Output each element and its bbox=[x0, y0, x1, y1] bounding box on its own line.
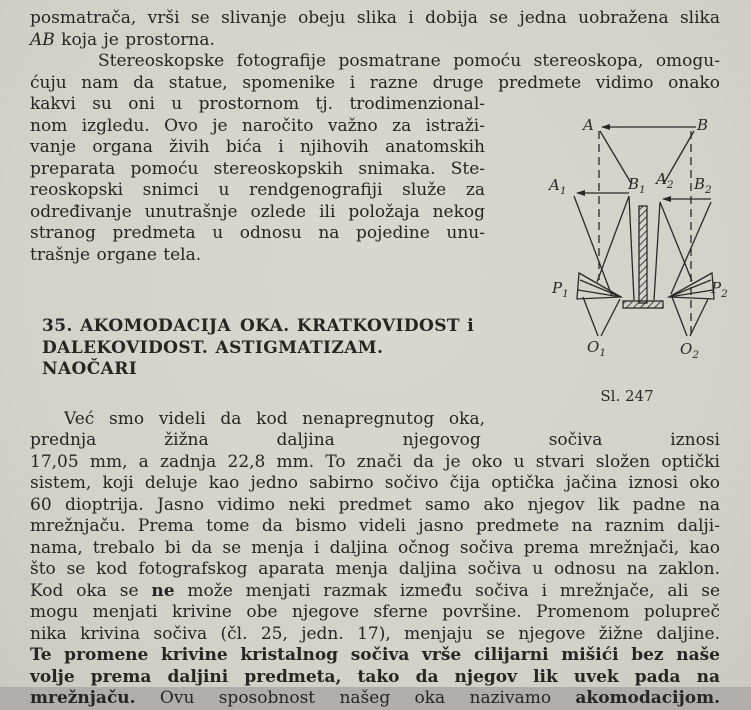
text-line: nika krivina sočiva (čl. 25, jedn. 17), menjaju se njegove žižne daljine. bbox=[30, 623, 720, 644]
bold-segment: ne bbox=[151, 580, 175, 601]
figure-label-b1: $B_1$ bbox=[628, 175, 646, 196]
text-line: određivanje unutrašnje ozlede ili položaja nekog bbox=[30, 201, 485, 222]
text-line: Stereoskopske fotografije posmatrane pomoću stereoskopa, omogu- bbox=[98, 51, 720, 71]
ray bbox=[629, 196, 634, 300]
figure-label-b: B bbox=[697, 116, 709, 134]
text-segment: Kod oka se bbox=[30, 580, 152, 601]
ray bbox=[672, 297, 687, 336]
section-heading-line-1: 35. AKOMODACIJA OKA. KRATKOVIDOST i bbox=[42, 316, 475, 336]
figure-label-b2: $B_2$ bbox=[694, 175, 712, 196]
text-line: posmatrača, vrši se slivanje obeju slika i dobija se jedna uobražena slika bbox=[30, 8, 720, 28]
figure-label-a2: $A_2$ bbox=[656, 170, 674, 191]
figure-label-a: A bbox=[583, 116, 594, 134]
text-line: vanje organa živih bića i njihovih anatomskih bbox=[30, 137, 485, 157]
ray bbox=[690, 299, 708, 336]
text-line: prednja žižna daljina njegovog sočiva iznosi bbox=[30, 430, 720, 450]
figure-label-p1: $P_1$ bbox=[552, 279, 569, 300]
ray bbox=[600, 131, 631, 183]
ray bbox=[654, 202, 660, 300]
text-line bbox=[30, 30, 720, 52]
figure-label-o1: $O_1$ bbox=[587, 338, 606, 359]
ray bbox=[660, 202, 692, 281]
text-line: mrežnjaču. Prema tome da bismo videli jasno predmete na raznim dalji- bbox=[30, 516, 720, 536]
bold-segment: akomodacijom. bbox=[575, 688, 720, 708]
bold-segment: mrežnjaču. bbox=[30, 688, 136, 708]
stereoscope-diagram bbox=[540, 108, 751, 410]
italic-ab: AB bbox=[30, 29, 55, 50]
text-line: što se kod fotografskog aparata menja daljina sočiva u odnosu na zaklon. bbox=[30, 559, 720, 579]
text-line bbox=[30, 688, 720, 710]
text-line: reoskopski snimci u rendgenografiji služe za bbox=[30, 180, 485, 200]
text-segment: koja je prostorna. bbox=[54, 29, 215, 50]
text-line-bold: volje prema daljini predmeta, tako da njegov lik uvek pada na bbox=[30, 666, 720, 687]
ray bbox=[664, 131, 694, 183]
text-line: nom izgledu. Ovo je naročito važno za istraži- bbox=[30, 115, 485, 136]
text-line: 60 dioptrija. Jasno vidimo neki predmet samo ako njegov lik padne na bbox=[30, 494, 720, 515]
text-segment: Ovu sposobnost našeg oka nazivamo bbox=[135, 688, 576, 708]
text-line: 17,05 mm, a zadnja 22,8 mm. To znači da je oko u stvari složen optički bbox=[30, 451, 720, 472]
paragraph-accommodation bbox=[30, 409, 720, 710]
base-bar bbox=[623, 301, 663, 308]
figure-label-a1: $A_1$ bbox=[549, 176, 567, 197]
text-segment: može menjati razmak između sočiva i mrežnjače, ali se bbox=[174, 580, 721, 601]
text-line: kakvi su oni u prostornom tj. trodimenzional- bbox=[30, 94, 485, 114]
text-line: mogu menjati krivine obe njegove sferne površine. Promenom polupreč bbox=[30, 602, 720, 622]
text-line: ćuju nam da statue, spomenike i razne druge predmete vidimo onako bbox=[30, 72, 720, 93]
section-heading-line-2: DALEKOVIDOST. ASTIGMATIZAM. NAOČARI bbox=[42, 337, 384, 379]
figure-label-p2: $P_2$ bbox=[711, 279, 728, 300]
text-line: sistem, koji deluje kao jedno sabirno sočivo čija optička jačina iznosi oko bbox=[30, 473, 720, 493]
text-line: nama, trebalo bi da se menja i daljina očnog sočiva prema mrežnjači, kao bbox=[30, 537, 720, 558]
septum-bar bbox=[639, 206, 647, 303]
paragraph-fusion bbox=[30, 8, 720, 51]
ray bbox=[597, 196, 629, 282]
figure-sl-247 bbox=[485, 94, 735, 424]
text-line: trašnje organe tela. bbox=[30, 244, 202, 265]
ray bbox=[583, 297, 598, 336]
text-line: preparata pomoću stereoskopskih snimaka. Ste- bbox=[30, 158, 485, 179]
figure-label-o2: $O_2$ bbox=[680, 340, 699, 361]
figure-caption: Sl. 247 bbox=[600, 387, 654, 405]
text-line: stranog predmeta u odnosu na pojedine unu- bbox=[30, 223, 485, 243]
text-line-bold: Te promene krivine kristalnog sočiva vrše cilijarni mišići bez naše bbox=[30, 645, 720, 665]
ray bbox=[601, 299, 620, 336]
text-line: Već smo videli da kod nenapregnutog oka, bbox=[64, 408, 485, 429]
text-line bbox=[30, 581, 720, 603]
